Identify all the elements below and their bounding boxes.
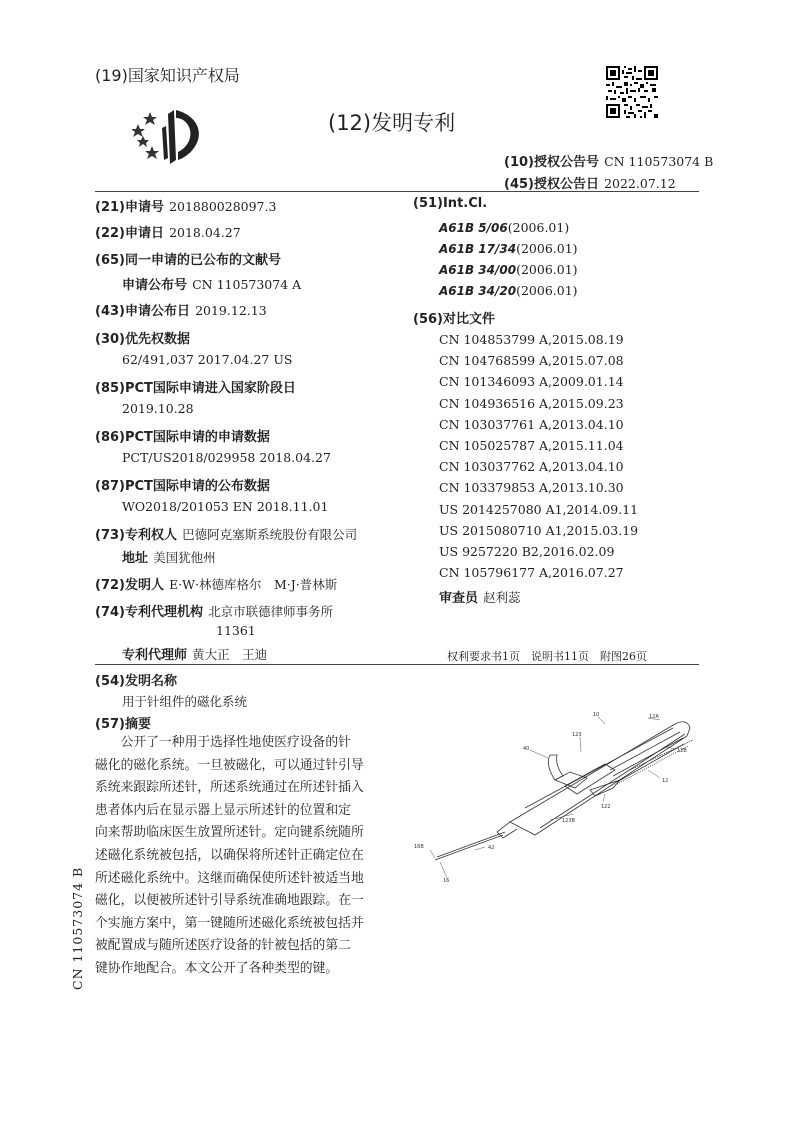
grant-pub-no-row xyxy=(504,151,713,170)
ref-item: CN 103379853 A,2013.10.30 xyxy=(439,480,624,496)
app-no: 201880028097.3 xyxy=(169,199,277,214)
abstract-line: 向来帮助临床医生放置所述针。定向键系统随所 xyxy=(95,825,364,841)
address-label: 地址 xyxy=(122,551,149,566)
priority-label: (30)优先权数据 xyxy=(95,332,190,347)
patentee: 巴德阿克塞斯系统股份有限公司 xyxy=(182,527,358,542)
figure-label: 40 xyxy=(523,746,530,752)
priority: 62/491,037 2017.04.27 US xyxy=(122,352,293,367)
inventor-label: (72)发明人 xyxy=(95,578,164,593)
app-date-label: (22)申请日 xyxy=(95,226,164,241)
pct-national-label: (85)PCT国际申请进入国家阶段日 xyxy=(95,381,296,396)
inventor-row xyxy=(95,574,337,593)
abstract-line: 患者体内后在显示器上显示所述针的位置和定 xyxy=(95,802,351,818)
examiner-label: 审查员 xyxy=(439,591,479,606)
patentee-label: (73)专利权人 xyxy=(95,528,177,543)
figure-label: 16 xyxy=(443,878,450,884)
qr-code xyxy=(606,66,658,118)
doc-type: (12)发明专利 xyxy=(328,111,456,135)
refs-label: (56)对比文件 xyxy=(413,312,495,327)
office-name: (19)国家知识产权局 xyxy=(95,66,240,85)
figure-label: 42 xyxy=(488,845,495,851)
side-doc-number: CN 110573074 B xyxy=(70,866,85,990)
address-row xyxy=(122,547,216,566)
grant-date: 2022.07.12 xyxy=(604,176,676,191)
prior-pub-no-label: 申请公布号 xyxy=(122,278,188,293)
prior-pub-no-row xyxy=(122,274,301,293)
abstract-line: 个实施方案中，第一键随所述磁化系统被包括并 xyxy=(95,915,364,931)
pct-pub-label: (87)PCT国际申请的公布数据 xyxy=(95,479,270,494)
prior-pub-no: CN 110573074 A xyxy=(192,277,302,292)
mid-divider xyxy=(95,664,699,665)
abstract-text xyxy=(95,732,385,981)
title-label: (54)发明名称 xyxy=(95,674,177,689)
ref-item: US 9257220 B2,2016.02.09 xyxy=(439,544,615,560)
intcl-list xyxy=(439,217,578,301)
abstract-line: 述磁化系统被包括，以确保将所述针正确定位在 xyxy=(95,847,364,863)
ref-item: CN 104936516 A,2015.09.23 xyxy=(439,395,624,411)
app-no-label: (21)申请号 xyxy=(95,200,164,215)
ref-item: US 2015080710 A1,2015.03.19 xyxy=(439,522,639,538)
figure-label: 12 xyxy=(662,778,669,784)
abstract-label: (57)摘要 xyxy=(95,717,151,732)
figure-label: 10 xyxy=(593,712,600,718)
refs-list xyxy=(439,329,638,583)
pct-pub: WO2018/201053 EN 2018.11.01 xyxy=(122,499,329,514)
abstract-line: 所述磁化系统中。这继而确保使所述针被适当地 xyxy=(95,870,364,886)
figure-label: 12A xyxy=(649,714,659,720)
abstract-line: 磁化的磁化系统。一旦被磁化，可以通过针引导 xyxy=(95,757,364,773)
ref-item: CN 101346093 A,2009.01.14 xyxy=(439,374,624,390)
intcl-item: A61B 34/00(2006.01) xyxy=(439,262,578,277)
ref-item: CN 103037761 A,2013.04.10 xyxy=(439,416,624,432)
app-no-row xyxy=(95,196,276,215)
figure-label: 123B xyxy=(562,818,575,824)
intcl-item: A61B 17/34(2006.01) xyxy=(439,241,578,256)
abstract-line: 被配置成与随所述医疗设备的针被包括的第二 xyxy=(95,938,351,954)
abstract-line: 磁化，以便被所述针引导系统准确地跟踪。在一 xyxy=(95,893,364,909)
agent: 黄大正 王迪 xyxy=(192,647,268,662)
inventor: E·W·林德库格尔 M·J·普林斯 xyxy=(169,577,338,592)
abstract-line: 系统来跟踪所述针，所述系统通过在所述针插入 xyxy=(95,780,364,796)
pct-app: PCT/US2018/029958 2018.04.27 xyxy=(122,450,331,465)
examiner-row xyxy=(439,587,521,606)
prior-pub-label: (65)同一申请的已公布的文献号 xyxy=(95,253,281,268)
abstract-line: 公开了一种用于选择性地使医疗设备的针 xyxy=(95,735,351,750)
cnipa-logo xyxy=(132,108,212,170)
pub-date-row xyxy=(95,300,267,319)
agent-row xyxy=(122,644,267,663)
patent-figure xyxy=(405,710,705,890)
invention-title: 用于针组件的磁化系统 xyxy=(122,694,248,709)
agency: 北京市联德律师事务所 xyxy=(208,604,334,619)
pct-app-label: (86)PCT国际申请的申请数据 xyxy=(95,430,270,445)
grant-pub-no: CN 110573074 B xyxy=(604,154,714,169)
grant-date-row xyxy=(504,173,676,192)
grant-date-label: (45)授权公告日 xyxy=(504,177,599,192)
ref-item: CN 104853799 A,2015.08.19 xyxy=(439,332,624,347)
app-date-row xyxy=(95,222,241,241)
ref-item: US 2014257080 A1,2014.09.11 xyxy=(439,501,639,517)
address: 美国犹他州 xyxy=(153,550,216,565)
ref-item: CN 105025787 A,2015.11.04 xyxy=(439,438,624,454)
ref-item: CN 104768599 A,2015.07.08 xyxy=(439,353,624,369)
ref-item: CN 105796177 A,2016.07.27 xyxy=(439,565,624,581)
examiner: 赵利蕊 xyxy=(483,590,521,605)
abstract-line: 键协作地配合。本文公开了各种类型的键。 xyxy=(95,960,339,976)
agency-code: 11361 xyxy=(216,623,256,638)
top-divider xyxy=(95,191,699,192)
intcl-label: (51)Int.Cl. xyxy=(413,196,488,211)
agency-row xyxy=(95,601,333,620)
grant-pub-no-label: (10)授权公告号 xyxy=(504,155,599,170)
figure-label: 123 xyxy=(572,732,582,738)
agency-label: (74)专利代理机构 xyxy=(95,605,203,620)
intcl-item: A61B 5/06(2006.01) xyxy=(439,220,570,235)
agent-label: 专利代理师 xyxy=(122,648,188,663)
pub-date: 2019.12.13 xyxy=(195,303,267,318)
pages-info: 权利要求书1页 说明书11页 附图26页 xyxy=(447,650,647,663)
figure-label: 122 xyxy=(601,804,611,810)
figure-label: 16B xyxy=(414,844,424,850)
figure-label: 12B xyxy=(677,748,687,754)
intcl-item: A61B 34/20(2006.01) xyxy=(439,283,578,298)
patentee-row xyxy=(95,524,357,543)
app-date: 2018.04.27 xyxy=(169,225,241,240)
pct-national: 2019.10.28 xyxy=(122,401,194,416)
ref-item: CN 103037762 A,2013.04.10 xyxy=(439,459,624,475)
pub-date-label: (43)申请公布日 xyxy=(95,304,190,319)
